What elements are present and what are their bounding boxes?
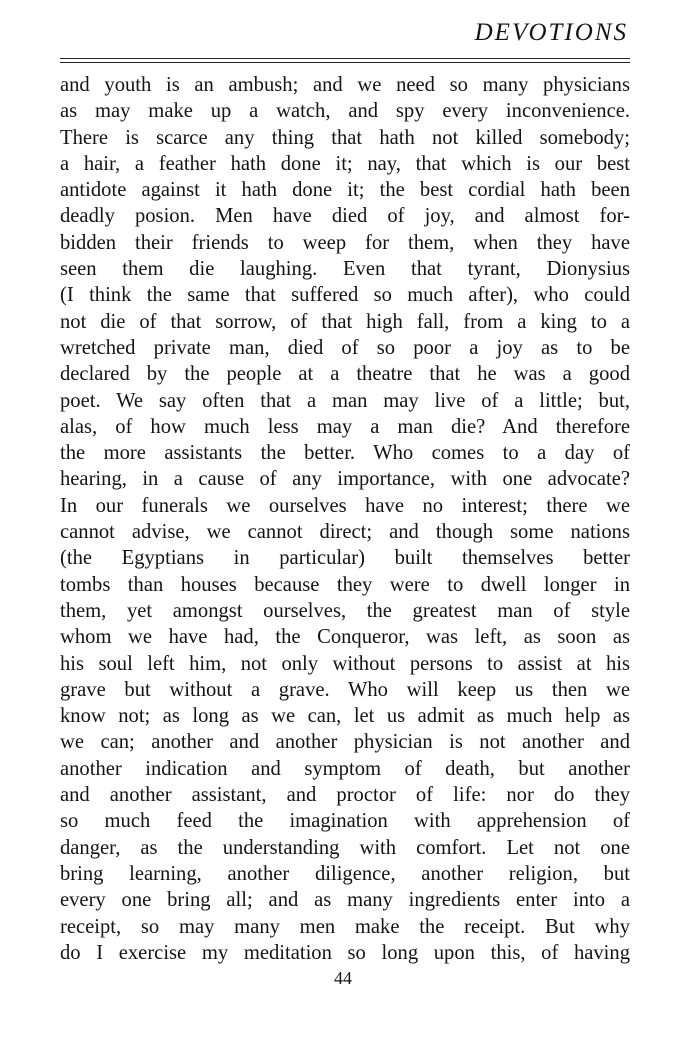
body-text bbox=[60, 72, 630, 966]
text-line: (I think the same that suffered so much after), who could bbox=[60, 284, 630, 307]
text-line: alas, of how much less may a man die? And therefore bbox=[60, 415, 630, 438]
text-line: declared by the people at a theatre that he was a good bbox=[60, 363, 630, 386]
text-line: In our funerals we ourselves have no interest; there we bbox=[60, 494, 630, 517]
text-line: a hair, a feather hath done it; nay, that which is our best bbox=[60, 152, 630, 175]
text-line: There is scarce any thing that hath not killed somebody; bbox=[60, 126, 630, 149]
text-line: hearing, in a cause of any importance, with one advocate? bbox=[60, 468, 630, 491]
text-line: whom we have had, the Conqueror, was left, as soon as bbox=[60, 626, 630, 649]
text-line: antidote against it hath done it; the best cordial hath been bbox=[60, 179, 630, 202]
page-number: 44 bbox=[334, 968, 352, 988]
text-line: and another assistant, and proctor of life: nor do they bbox=[60, 784, 630, 807]
text-line: so much feed the imagination with apprehension of bbox=[60, 810, 630, 833]
text-line: another indication and symptom of death, but another bbox=[60, 757, 630, 780]
text-line: tombs than houses because they were to dwell longer in bbox=[60, 573, 630, 596]
text-line: every one bring all; and as many ingredients enter into a bbox=[60, 889, 630, 912]
text-line: bring learning, another diligence, another religion, but bbox=[60, 862, 630, 885]
text-line: not die of that sorrow, of that high fall, from a king to a bbox=[60, 310, 630, 333]
text-line: cannot advise, we cannot direct; and though some nations bbox=[60, 521, 630, 544]
text-line: wretched private man, died of so poor a joy as to be bbox=[60, 336, 630, 359]
text-line: grave but without a grave. Who will keep us then we bbox=[60, 678, 630, 701]
text-line: poet. We say often that a man may live of a little; but, bbox=[60, 389, 630, 412]
text-line: receipt, so may many men make the receipt. But why bbox=[60, 915, 630, 938]
text-line: bidden their friends to weep for them, when they have bbox=[60, 231, 630, 254]
text-line: deadly posion. Men have died of joy, and almost for- bbox=[60, 205, 630, 228]
header-rule-upper bbox=[60, 58, 630, 59]
text-line: seen them die laughing. Even that tyrant, Dionysius bbox=[60, 258, 630, 281]
text-line: and youth is an ambush; and we need so many physicians bbox=[60, 74, 630, 96]
text-line: (the Egyptians in particular) built themselves better bbox=[60, 547, 630, 570]
text-line: the more assistants the better. Who comes to a day of bbox=[60, 442, 630, 465]
text-line: them, yet amongst ourselves, the greatest man of style bbox=[60, 599, 630, 622]
text-line: danger, as the understanding with comfort. Let not one bbox=[60, 836, 630, 859]
text-line: we can; another and another physician is not another and bbox=[60, 731, 630, 754]
text-line: do I exercise my meditation so long upon this, of having bbox=[60, 941, 630, 964]
header-rule-lower bbox=[60, 62, 630, 63]
running-head: DEVOTIONS bbox=[474, 19, 628, 46]
text-line: his soul left him, not only without persons to assist at his bbox=[60, 652, 630, 675]
text-line: as may make up a watch, and spy every inconvenience. bbox=[60, 100, 630, 123]
text-line: know not; as long as we can, let us admit as much help as bbox=[60, 705, 630, 728]
